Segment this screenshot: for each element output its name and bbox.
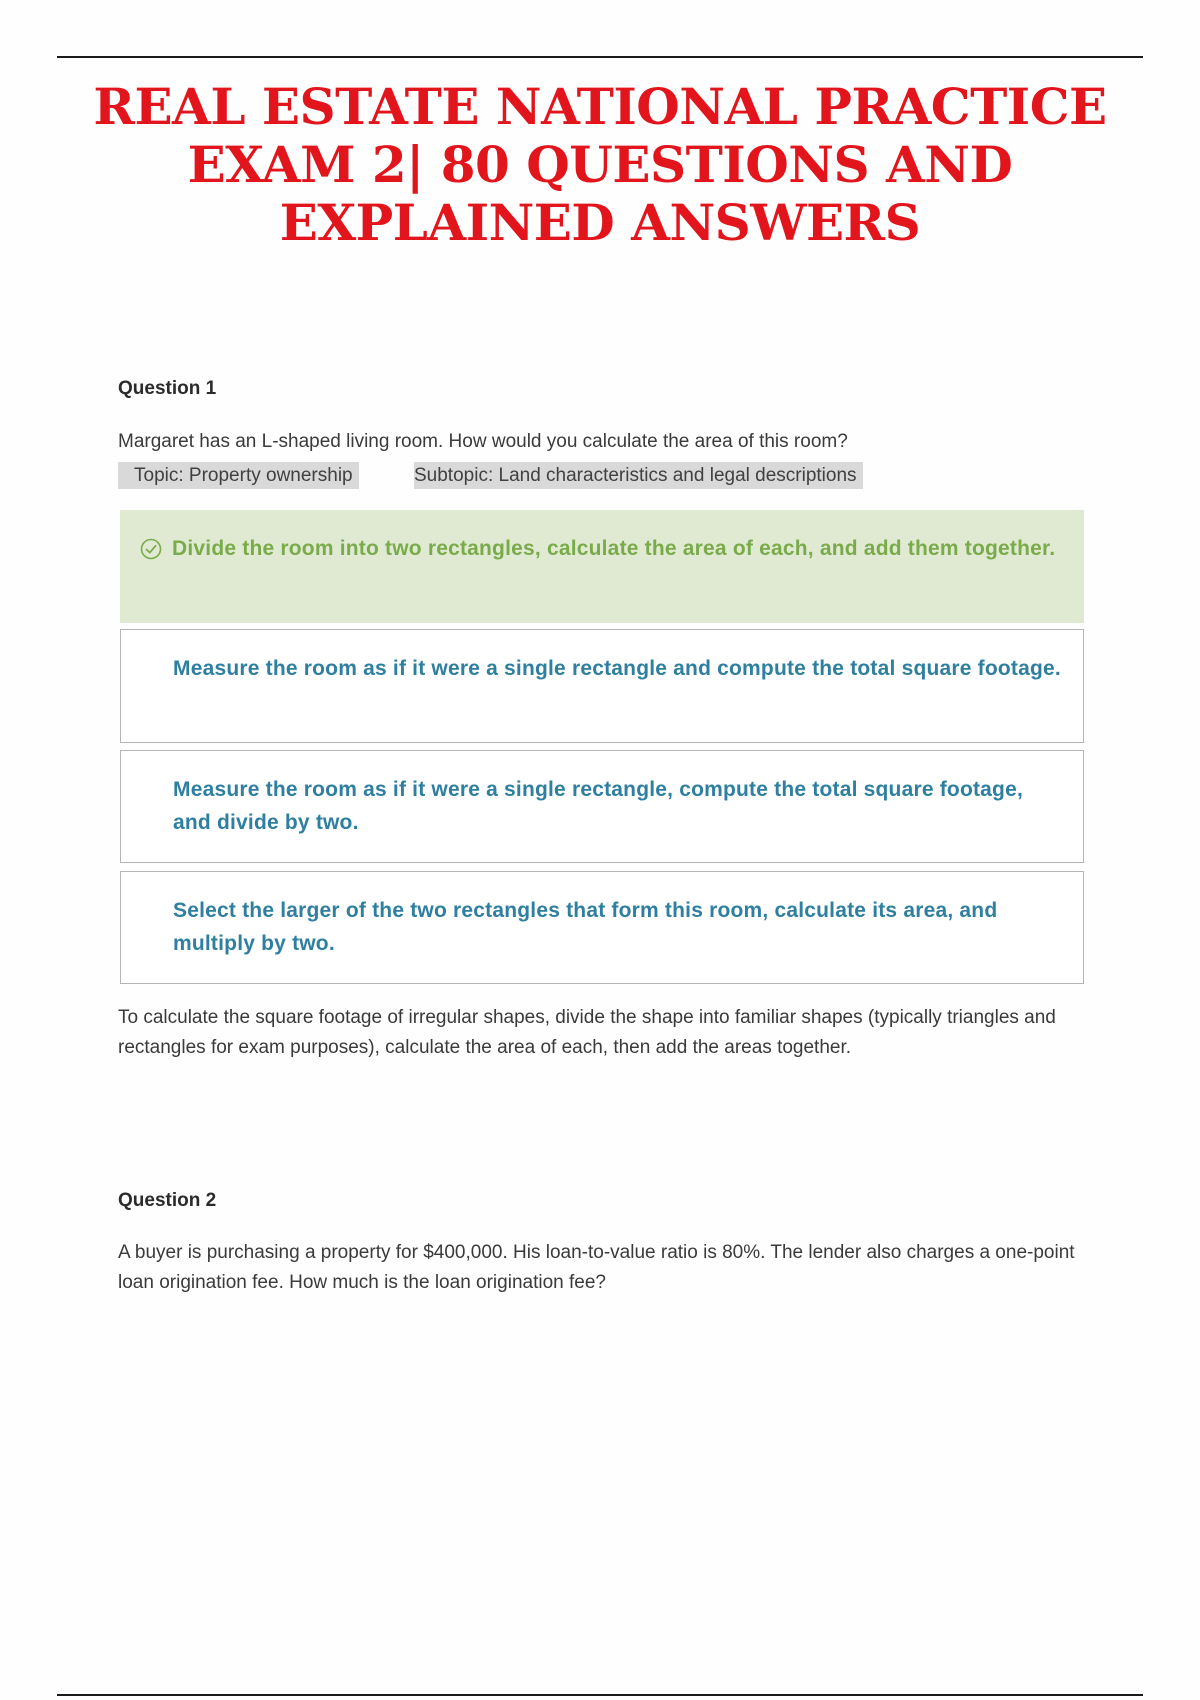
check-circle-icon — [140, 538, 162, 560]
answer-option-3[interactable] — [120, 750, 1084, 863]
question-1-explanation: To calculate the square footage of irregular shapes, divide the shape into familiar shapes (typically triangles and rectangles for exam purposes), calculate the area of each, then add the areas together. — [118, 1007, 1056, 1058]
document-title: REAL ESTATE NATIONAL PRACTICE EXAM 2| 80 QUESTIONS AND EXPLAINED ANSWERS — [93, 77, 1107, 252]
question-2-text: A buyer is purchasing a property for $400,000. His loan-to-value ratio is 80%. The lender also charges a one-point loan origination fee. How much is the loan origination fee? — [118, 1242, 1075, 1293]
top-rule — [57, 56, 1143, 58]
topic-tag: Topic: Property ownership — [118, 462, 359, 489]
answer-option-4[interactable] — [120, 871, 1084, 984]
answer-option-3-text: Measure the room as if it were a single rectangle, compute the total square footage, and divide by two. — [173, 778, 1024, 834]
subtopic-tag: Subtopic: Land characteristics and legal descriptions — [414, 462, 863, 489]
answer-option-1-text: Divide the room into two rectangles, calculate the area of each, and add them together. — [172, 537, 1056, 560]
answer-option-1-correct[interactable] — [120, 510, 1084, 623]
bottom-rule — [57, 1694, 1143, 1696]
answer-option-2[interactable] — [120, 629, 1084, 743]
question-2-heading: Question 2 — [118, 1190, 217, 1211]
answer-option-4-text: Select the larger of the two rectangles that form this room, calculate its area, and multiply by two. — [173, 899, 998, 955]
question-1-heading: Question 1 — [118, 378, 217, 399]
question-1-text: Margaret has an L-shaped living room. How would you calculate the area of this room? — [118, 431, 848, 452]
answer-option-2-text: Measure the room as if it were a single rectangle and compute the total square footage. — [173, 657, 1061, 680]
